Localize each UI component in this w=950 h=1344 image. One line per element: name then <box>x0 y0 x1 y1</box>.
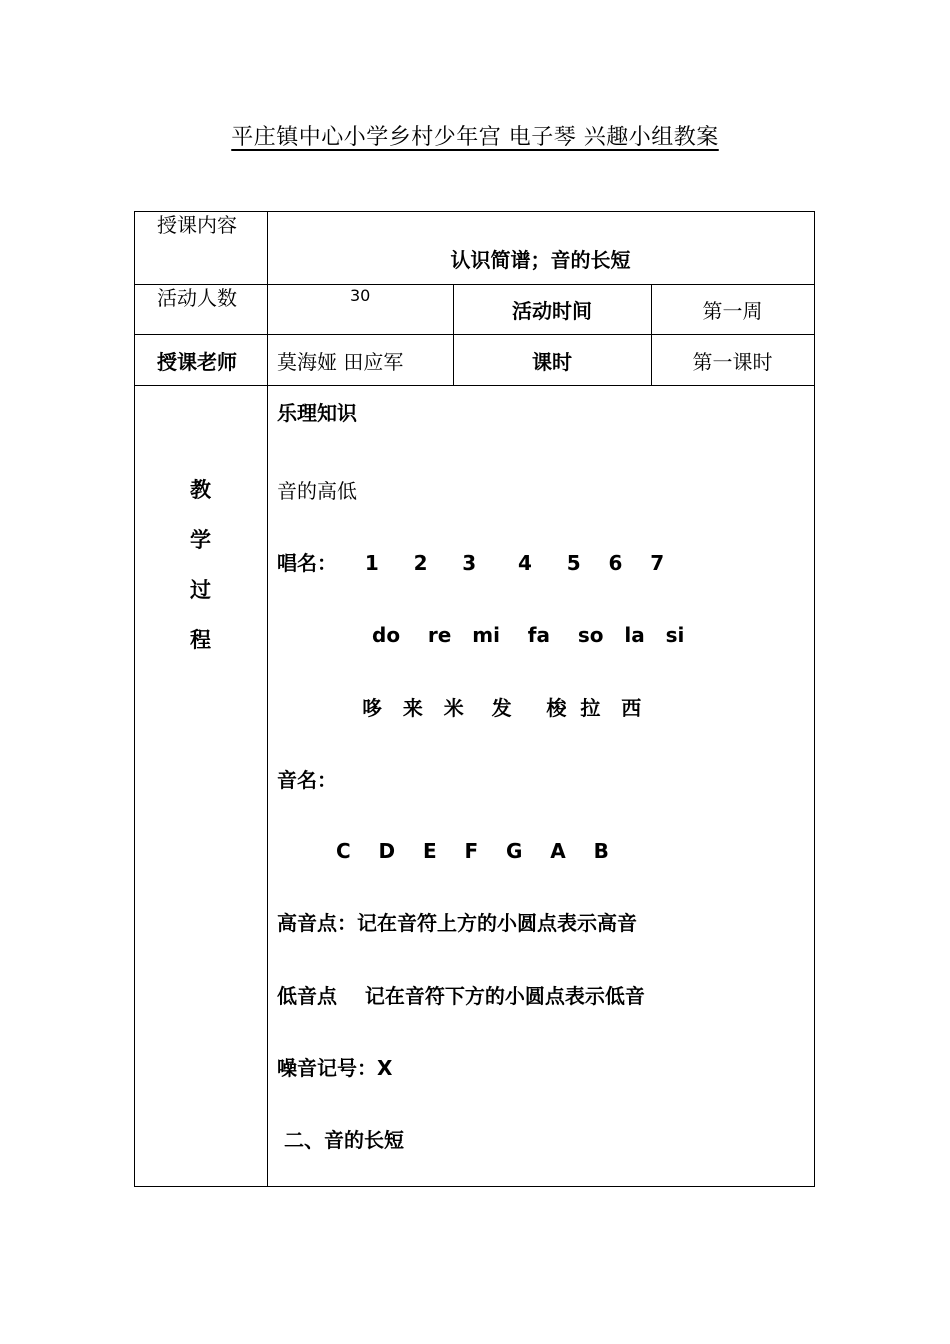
table-border-bottom <box>134 1186 815 1187</box>
high-dot-note: 高音点：记在音符上方的小圆点表示高音 <box>277 911 637 935</box>
solfege-chinese: 哆 来 米 发 梭 拉 西 <box>362 696 642 720</box>
process-label-char: 程 <box>190 628 211 652</box>
process-label-char: 学 <box>190 528 211 552</box>
process-label-char: 过 <box>190 578 211 602</box>
table-border-left <box>134 211 135 1187</box>
label-period: 课时 <box>532 350 572 374</box>
row-divider <box>134 284 815 285</box>
lesson-plan-table <box>134 211 815 1187</box>
duration-heading: 二、音的长短 <box>284 1128 404 1152</box>
activity-time: 第一周 <box>702 299 763 323</box>
solfege-syllables: do re mi fa so la si <box>372 623 685 647</box>
note-names-heading: 音名： <box>277 768 337 792</box>
music-theory-heading: 乐理知识 <box>277 401 357 425</box>
table-border-right <box>814 211 815 1187</box>
document-title: 平庄镇中心小学乡村少年宫 电子琴 兴趣小组教案 <box>231 125 719 150</box>
column-divider <box>267 211 268 1187</box>
row-divider <box>134 385 815 386</box>
label-content: 授课内容 <box>157 213 237 237</box>
row-divider <box>134 334 815 335</box>
noise-symbol-note: 噪音记号：X <box>277 1056 393 1080</box>
pitch-heading: 音的高低 <box>277 479 357 503</box>
lesson-content: 认识简谱；音的长短 <box>450 248 631 272</box>
participant-count: 30 <box>350 286 371 305</box>
note-names: C D E F G A B <box>336 839 609 863</box>
low-dot-note: 低音点 记在音符下方的小圆点表示低音 <box>277 984 645 1008</box>
label-activity-time: 活动时间 <box>512 299 592 323</box>
process-label-char: 教 <box>190 478 211 502</box>
teacher-names: 莫海娅 田应军 <box>277 350 404 374</box>
solfege-numbers: 唱名： 1 2 3 4 5 6 7 <box>277 551 665 575</box>
table-border-top <box>134 211 815 212</box>
label-participants: 活动人数 <box>157 286 237 310</box>
label-teacher: 授课老师 <box>157 350 237 374</box>
period-value: 第一课时 <box>692 350 773 374</box>
